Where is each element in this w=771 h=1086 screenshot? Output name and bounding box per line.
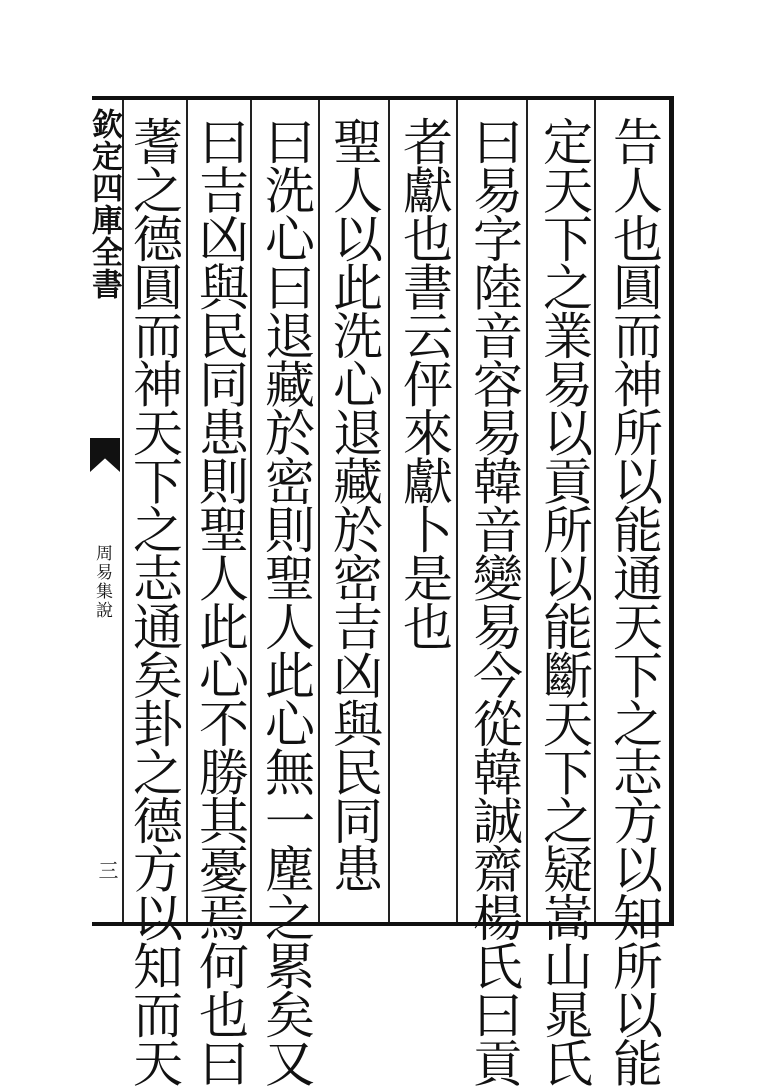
- fish-tail-ornament: [90, 438, 120, 472]
- column-rule: [526, 100, 528, 922]
- collection-title: 欽定四庫全書: [86, 108, 122, 300]
- text-column-7: 曰吉凶與民同患則聖人此心不勝其憂焉何也曰: [191, 116, 249, 1086]
- book-title: 周易集說: [92, 544, 112, 620]
- column-rule: [456, 100, 458, 922]
- column-rule: [594, 100, 596, 922]
- text-column-6: 曰洗心曰退藏於密則聖人此心無一塵之累矣又: [257, 116, 315, 1086]
- text-column-2: 定天下之業易以貢所以能斷天下之疑嵩山晁氏: [535, 116, 593, 1086]
- text-column-8: 蓍之德圓而神天下之志通矣卦之德方以知而天: [125, 116, 183, 1086]
- banxin: [86, 100, 122, 922]
- column-rule: [186, 100, 188, 922]
- column-rule: [250, 100, 252, 922]
- text-column-5: 聖人以此洗心退藏於密吉凶與民同患: [325, 116, 383, 892]
- column-rule: [388, 100, 390, 922]
- column-rule: [318, 100, 320, 922]
- page-number: 三: [95, 860, 119, 880]
- text-column-3: 曰易字陸音容易韓音變易今從韓誠齋楊氏曰貢: [465, 116, 523, 1086]
- text-column-1: 告人也圓而神所以能通天下之志方以知所以能: [605, 116, 663, 1086]
- text-column-4: 者獻也書云伻來獻卜是也: [395, 116, 453, 650]
